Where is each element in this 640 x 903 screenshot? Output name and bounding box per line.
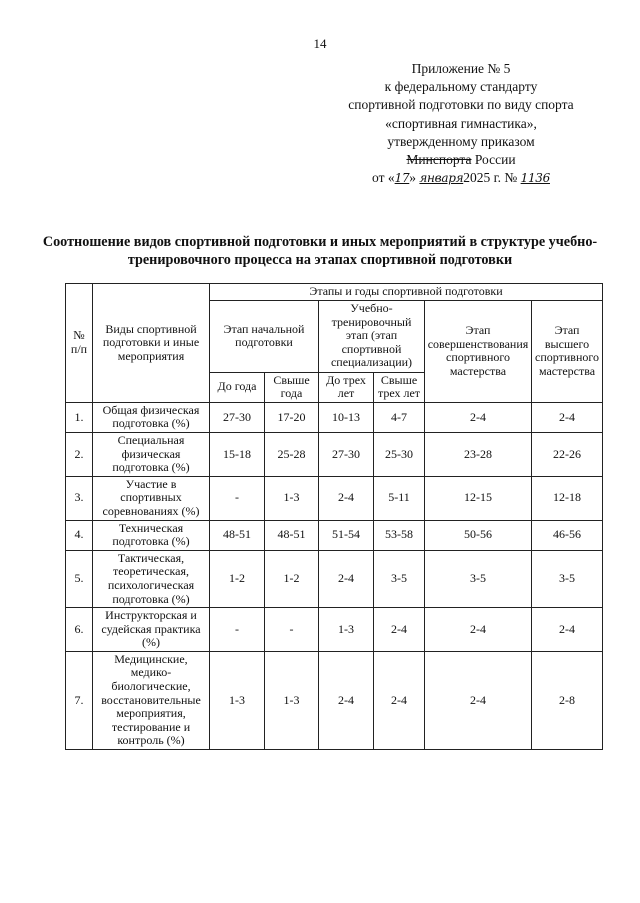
value-cell: 2-4 <box>319 550 374 607</box>
row-name: Специальная физическая подготовка (%) <box>93 432 210 476</box>
value-cell: 25-30 <box>374 432 425 476</box>
header-highest-stage: Этап высшего спортивного мастерства <box>532 300 603 402</box>
row-number: 7. <box>66 651 93 749</box>
header-kinds: Виды спортивной подготовки и иные мероприятия <box>93 284 210 403</box>
document-title: Соотношение видов спортивной подготовки и иных мероприятий в структуре учебно-тренировочного процесса на этапах спортивной подготовки <box>42 234 598 268</box>
date-line <box>330 169 592 187</box>
ministry-prefix: Минспорта <box>406 152 472 168</box>
value-cell: 5-11 <box>374 476 425 520</box>
value-cell: 51-54 <box>319 520 374 550</box>
value-cell: 1-2 <box>265 550 319 607</box>
value-cell: 2-4 <box>532 402 603 432</box>
table-row <box>66 476 603 520</box>
value-cell: 1-3 <box>265 476 319 520</box>
table-row <box>66 520 603 550</box>
value-cell: 3-5 <box>532 550 603 607</box>
table-row <box>66 608 603 652</box>
value-cell: 27-30 <box>319 432 374 476</box>
header-over-three: Свыше трех лет <box>374 372 425 402</box>
value-cell: 2-4 <box>425 651 532 749</box>
row-number: 1. <box>66 402 93 432</box>
value-cell: 2-4 <box>374 651 425 749</box>
date-year: 2025 г. № <box>463 170 521 186</box>
row-number: 5. <box>66 550 93 607</box>
appendix-line: к федеральному стандарту <box>384 79 538 95</box>
appendix-line: спортивной подготовки по виду спорта <box>348 97 574 113</box>
appendix-line: Приложение № 5 <box>411 61 511 76</box>
row-name: Тактическая, теоретическая, психологическая подготовка (%) <box>93 550 210 607</box>
header-num: № п/п <box>66 284 93 403</box>
value-cell: 48-51 <box>265 520 319 550</box>
value-cell: 10-13 <box>319 402 374 432</box>
date-mid: » <box>409 170 420 186</box>
value-cell: 12-15 <box>425 476 532 520</box>
row-number: 3. <box>66 476 93 520</box>
appendix-line: утвержденному приказом <box>387 133 535 149</box>
value-cell: 53-58 <box>374 520 425 550</box>
appendix-line: «спортивная гимнастика», <box>385 115 537 131</box>
table-row <box>66 402 603 432</box>
value-cell: - <box>265 608 319 652</box>
header-stages-years: Этапы и годы спортивной подготовки <box>210 284 603 301</box>
date-day: 17 <box>394 171 410 186</box>
value-cell: 2-4 <box>319 651 374 749</box>
value-cell: 1-3 <box>265 651 319 749</box>
row-name: Инструкторская и судейская практика (%) <box>93 608 210 652</box>
value-cell: 2-4 <box>532 608 603 652</box>
value-cell: 1-3 <box>319 608 374 652</box>
value-cell: 25-28 <box>265 432 319 476</box>
row-name: Участие в спортивных соревнованиях (%) <box>93 476 210 520</box>
date-prefix: от « <box>372 170 395 186</box>
table-row <box>66 651 603 749</box>
value-cell: 2-8 <box>532 651 603 749</box>
row-name: Техническая подготовка (%) <box>93 520 210 550</box>
value-cell: 15-18 <box>210 432 265 476</box>
order-number: 1136 <box>520 171 550 186</box>
row-number: 2. <box>66 432 93 476</box>
value-cell: 3-5 <box>374 550 425 607</box>
table-row <box>66 550 603 607</box>
value-cell: 17-20 <box>265 402 319 432</box>
ministry-line <box>330 151 592 169</box>
value-cell: 23-28 <box>425 432 532 476</box>
ministry-suffix: России <box>471 152 516 168</box>
value-cell: 2-4 <box>374 608 425 652</box>
value-cell: 48-51 <box>210 520 265 550</box>
value-cell: 12-18 <box>532 476 603 520</box>
value-cell: 2-4 <box>319 476 374 520</box>
value-cell: 22-26 <box>532 432 603 476</box>
header-over-year: Свыше года <box>265 372 319 402</box>
value-cell: 50-56 <box>425 520 532 550</box>
value-cell: 1-2 <box>210 550 265 607</box>
value-cell: 27-30 <box>210 402 265 432</box>
row-name: Медицинские, медико-биологические, восстановительные мероприятия, тестирование и контроль (%) <box>93 651 210 749</box>
value-cell: 1-3 <box>210 651 265 749</box>
training-ratio-table <box>65 283 603 750</box>
header-up-to-three: До трех лет <box>319 372 374 402</box>
page-number: 14 <box>313 36 327 51</box>
date-month: января <box>419 171 464 186</box>
appendix-block <box>330 60 592 187</box>
value-cell: 4-7 <box>374 402 425 432</box>
value-cell: 2-4 <box>425 402 532 432</box>
table-row <box>66 432 603 476</box>
value-cell: 3-5 <box>425 550 532 607</box>
row-number: 6. <box>66 608 93 652</box>
row-name: Общая физическая подготовка (%) <box>93 402 210 432</box>
header-training-stage: Учебно-тренировочный этап (этап спортивной специализации) <box>319 300 425 372</box>
value-cell: 2-4 <box>425 608 532 652</box>
header-initial-stage: Этап начальной подготовки <box>210 300 319 372</box>
value-cell: - <box>210 608 265 652</box>
header-up-to-year: До года <box>210 372 265 402</box>
row-number: 4. <box>66 520 93 550</box>
value-cell: 46-56 <box>532 520 603 550</box>
value-cell: - <box>210 476 265 520</box>
header-improvement-stage: Этап совершенствования спортивного мастерства <box>425 300 532 402</box>
